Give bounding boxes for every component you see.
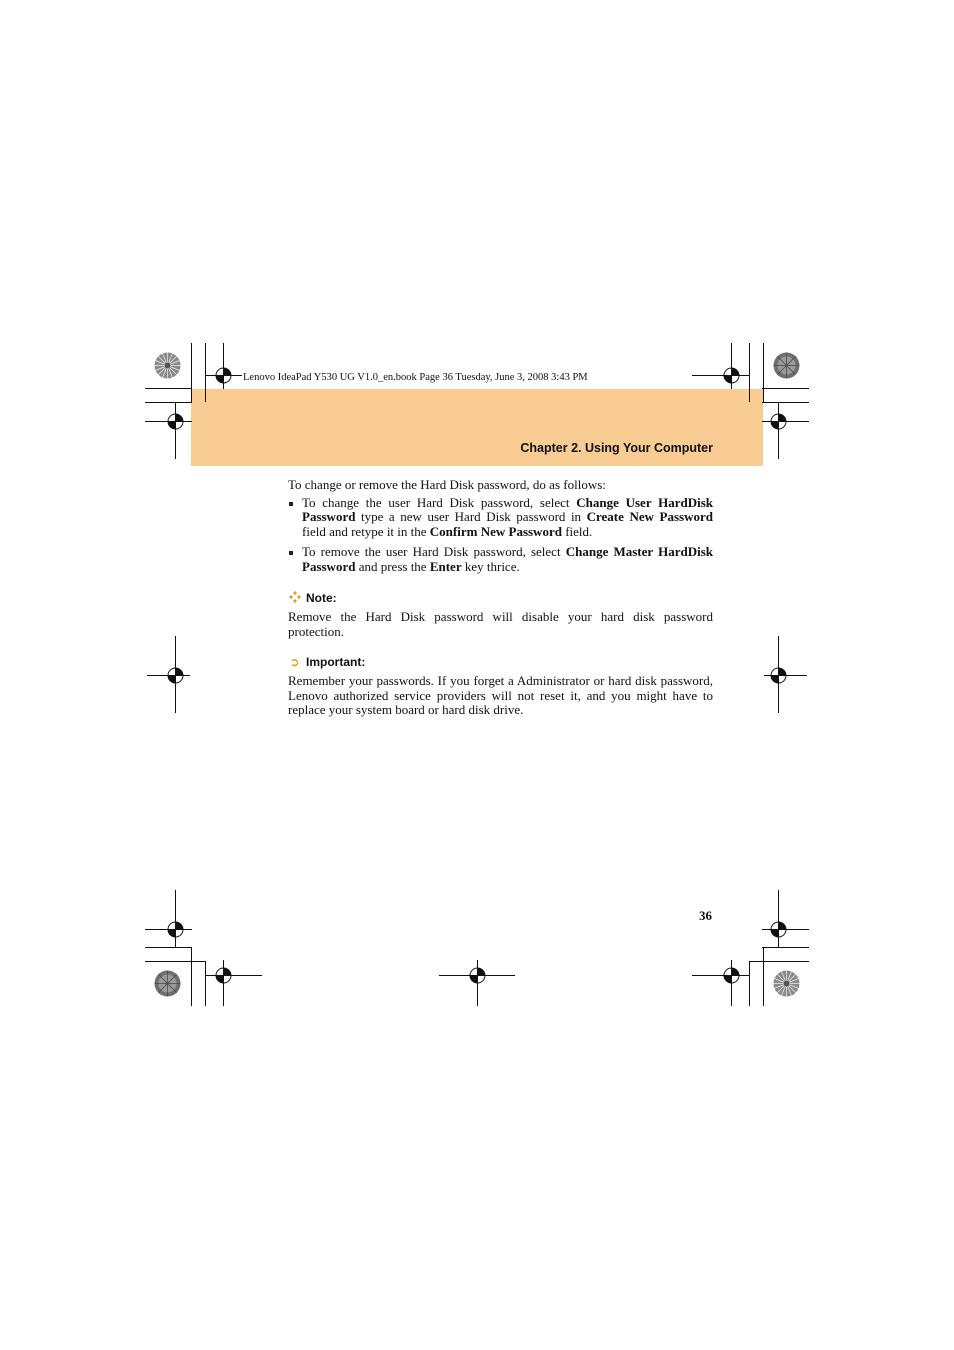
steps-list — [288, 496, 713, 575]
crop-line — [749, 961, 750, 1006]
crop-line — [145, 402, 192, 403]
crop-line — [762, 947, 809, 948]
registration-target-icon — [167, 667, 184, 684]
crop-line — [749, 961, 809, 962]
note-heading — [288, 591, 713, 607]
print-header: Lenovo IdeaPad Y530 UG V1.0_en.book Page 36 Tuesday, June 3, 2008 3:43 PM — [243, 372, 588, 383]
registration-target-icon — [770, 921, 787, 938]
star-target-icon — [154, 970, 181, 997]
arrow-right-icon: ➲ — [289, 655, 300, 670]
registration-target-icon — [469, 967, 486, 984]
crop-line — [191, 343, 192, 402]
chapter-band — [191, 389, 763, 466]
registration-target-icon — [215, 367, 232, 384]
crop-line — [763, 343, 764, 402]
crop-line — [205, 343, 206, 402]
page-number: 36 — [699, 908, 712, 923]
note-text: Remove the Hard Disk password will disable your hard disk password protection. — [288, 609, 713, 639]
star-target-icon — [773, 352, 800, 379]
crop-line — [778, 402, 779, 459]
registration-target-icon — [215, 967, 232, 984]
note-label: Note: — [306, 591, 337, 606]
crop-line — [763, 947, 764, 1006]
star-target-icon — [154, 352, 181, 379]
important-label: Important: — [306, 655, 366, 670]
crop-line — [191, 947, 192, 1006]
crop-line — [762, 388, 809, 389]
main-content — [288, 478, 713, 718]
list-item: To change the user Hard Disk password, select Change User HardDisk Password type a new user Hard Disk password in Create New Password field and retype it in the Confirm New Password field. — [288, 496, 713, 540]
crop-line — [205, 975, 262, 976]
important-text: Remember your passwords. If you forget a Administrator or hard disk password, Lenovo authorized service providers will not reset it, and you might have to replace your system board or hard disk drive. — [288, 672, 713, 718]
crop-line — [145, 388, 192, 389]
registration-target-icon — [723, 367, 740, 384]
crop-line — [749, 343, 750, 402]
crop-line — [762, 402, 809, 403]
chapter-title: Chapter 2. Using Your Computer — [520, 441, 713, 455]
registration-target-icon — [770, 413, 787, 430]
star-target-icon — [773, 970, 800, 997]
registration-target-icon — [167, 921, 184, 938]
crop-line — [175, 402, 176, 459]
registration-target-icon — [723, 967, 740, 984]
list-item: To remove the user Hard Disk password, select Change Master HardDisk Password and press the Enter key thrice. — [288, 545, 713, 574]
crop-line — [145, 961, 205, 962]
crop-line — [778, 890, 779, 947]
crop-line — [692, 975, 749, 976]
four-diamonds-icon — [288, 591, 301, 607]
crop-line — [145, 947, 192, 948]
registration-target-icon — [167, 413, 184, 430]
crop-line — [175, 890, 176, 947]
crop-line — [692, 375, 749, 376]
registration-target-icon — [770, 667, 787, 684]
intro-paragraph: To change or remove the Hard Disk password, do as follows: — [288, 477, 606, 492]
crop-line — [205, 961, 206, 1006]
important-heading — [288, 655, 713, 670]
